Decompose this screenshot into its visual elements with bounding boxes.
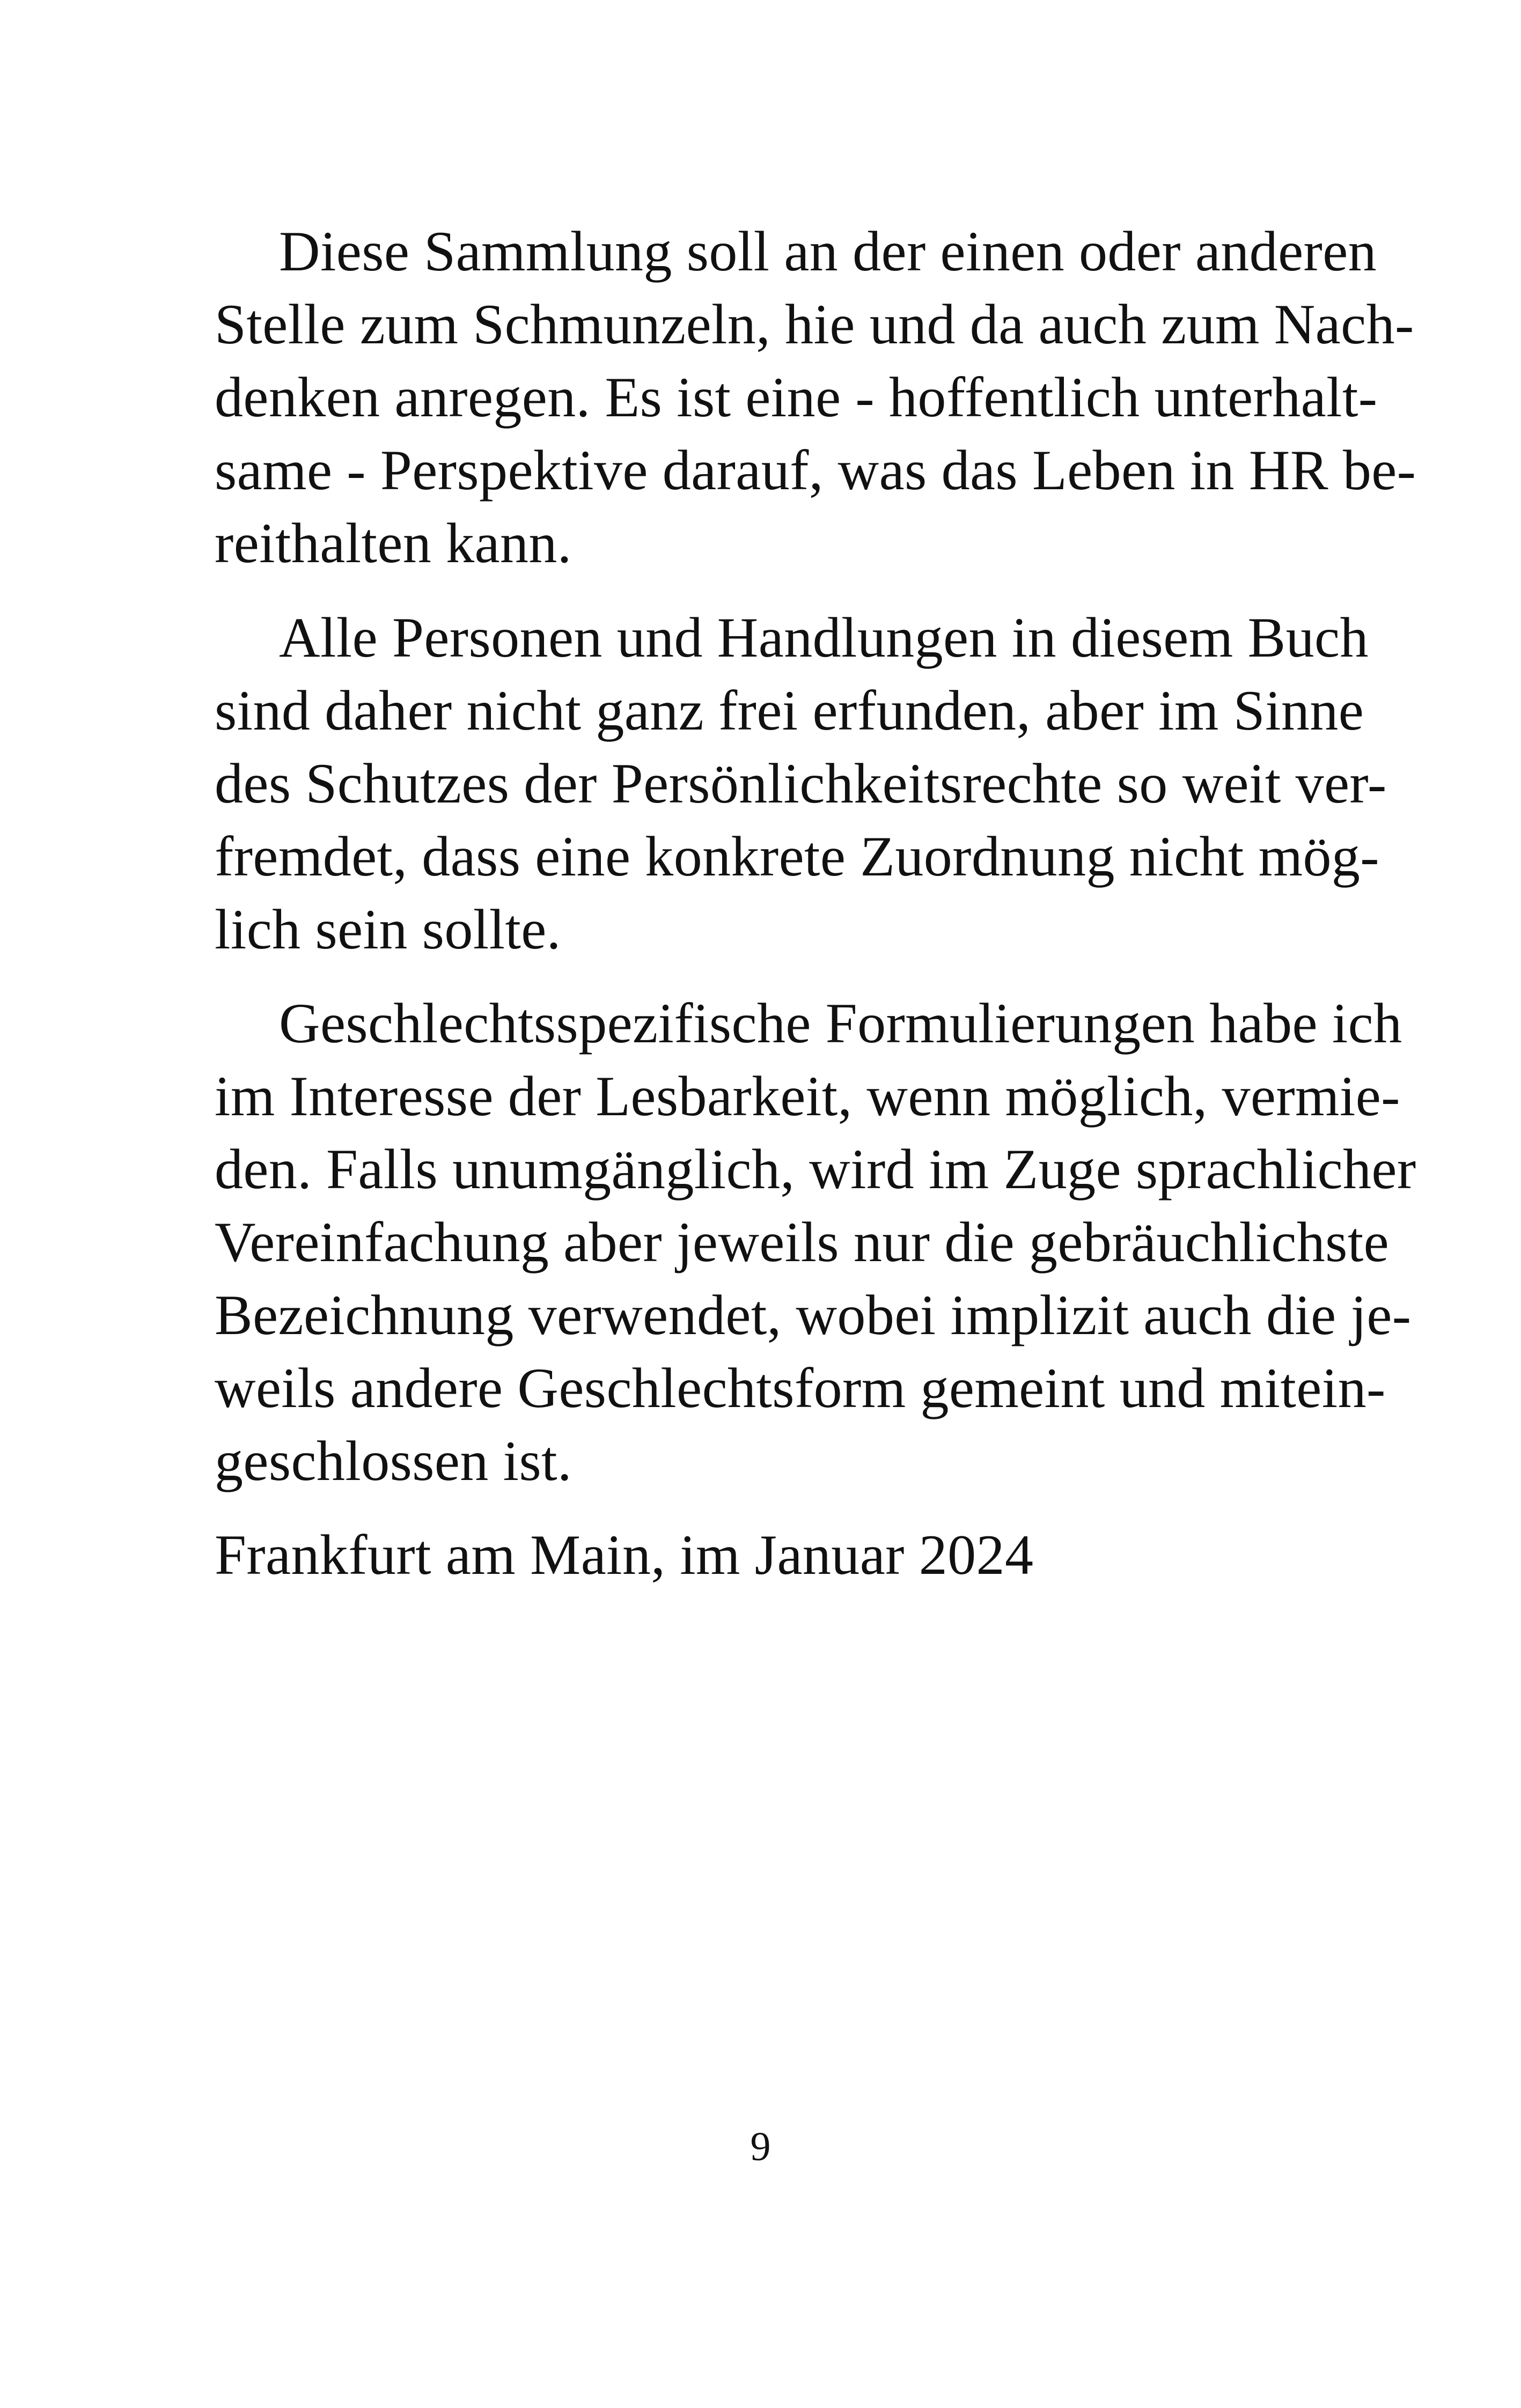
- paragraph-2-line-5: lich sein sollte.: [215, 898, 561, 961]
- paragraph-3-line-5: Bezeichnung verwendet, wobei implizit auch die je-: [215, 1284, 1412, 1346]
- paragraph-3-line-7: geschlossen ist.: [215, 1430, 572, 1492]
- paragraph-2-line-2: sind daher nicht ganz frei erfunden, aber im Sinne: [215, 679, 1364, 742]
- paragraph-1-line-1: Diese Sammlung soll an der einen oder anderen: [279, 220, 1377, 283]
- paragraph-1-line-3: denken anregen. Es ist eine - hoffentlich unterhalt-: [215, 366, 1378, 429]
- place-and-date: Frankfurt am Main, im Januar 2024: [215, 1523, 1034, 1586]
- paragraph-1-line-4: same - Perspektive darauf, was das Leben in HR be-: [215, 439, 1416, 502]
- paragraph-3-line-3: den. Falls unumgänglich, wird im Zuge sprachlicher: [215, 1138, 1416, 1201]
- paragraph-3-line-6: weils andere Geschlechtsform gemeint und mitein-: [215, 1357, 1386, 1419]
- paragraph-2-line-4: fremdet, dass eine konkrete Zuordnung nicht mög-: [215, 825, 1379, 888]
- paragraph-2-line-3: des Schutzes der Persönlichkeitsrechte so weit ver-: [215, 752, 1387, 815]
- page-number: 9: [750, 2124, 771, 2169]
- paragraph-1-line-5: reithalten kann.: [215, 512, 572, 575]
- paragraph-3-line-4: Vereinfachung aber jeweils nur die gebräuchlichste: [215, 1211, 1390, 1273]
- paragraph-3-line-2: im Interesse der Lesbarkeit, wenn möglich, vermie-: [215, 1065, 1400, 1128]
- paragraph-1-line-2: Stelle zum Schmunzeln, hie und da auch zum Nach-: [215, 293, 1414, 356]
- paragraph-3-line-1: Geschlechtsspezifische Formulierungen habe ich: [279, 992, 1402, 1055]
- paragraph-2-line-1: Alle Personen und Handlungen in diesem Buch: [279, 606, 1369, 669]
